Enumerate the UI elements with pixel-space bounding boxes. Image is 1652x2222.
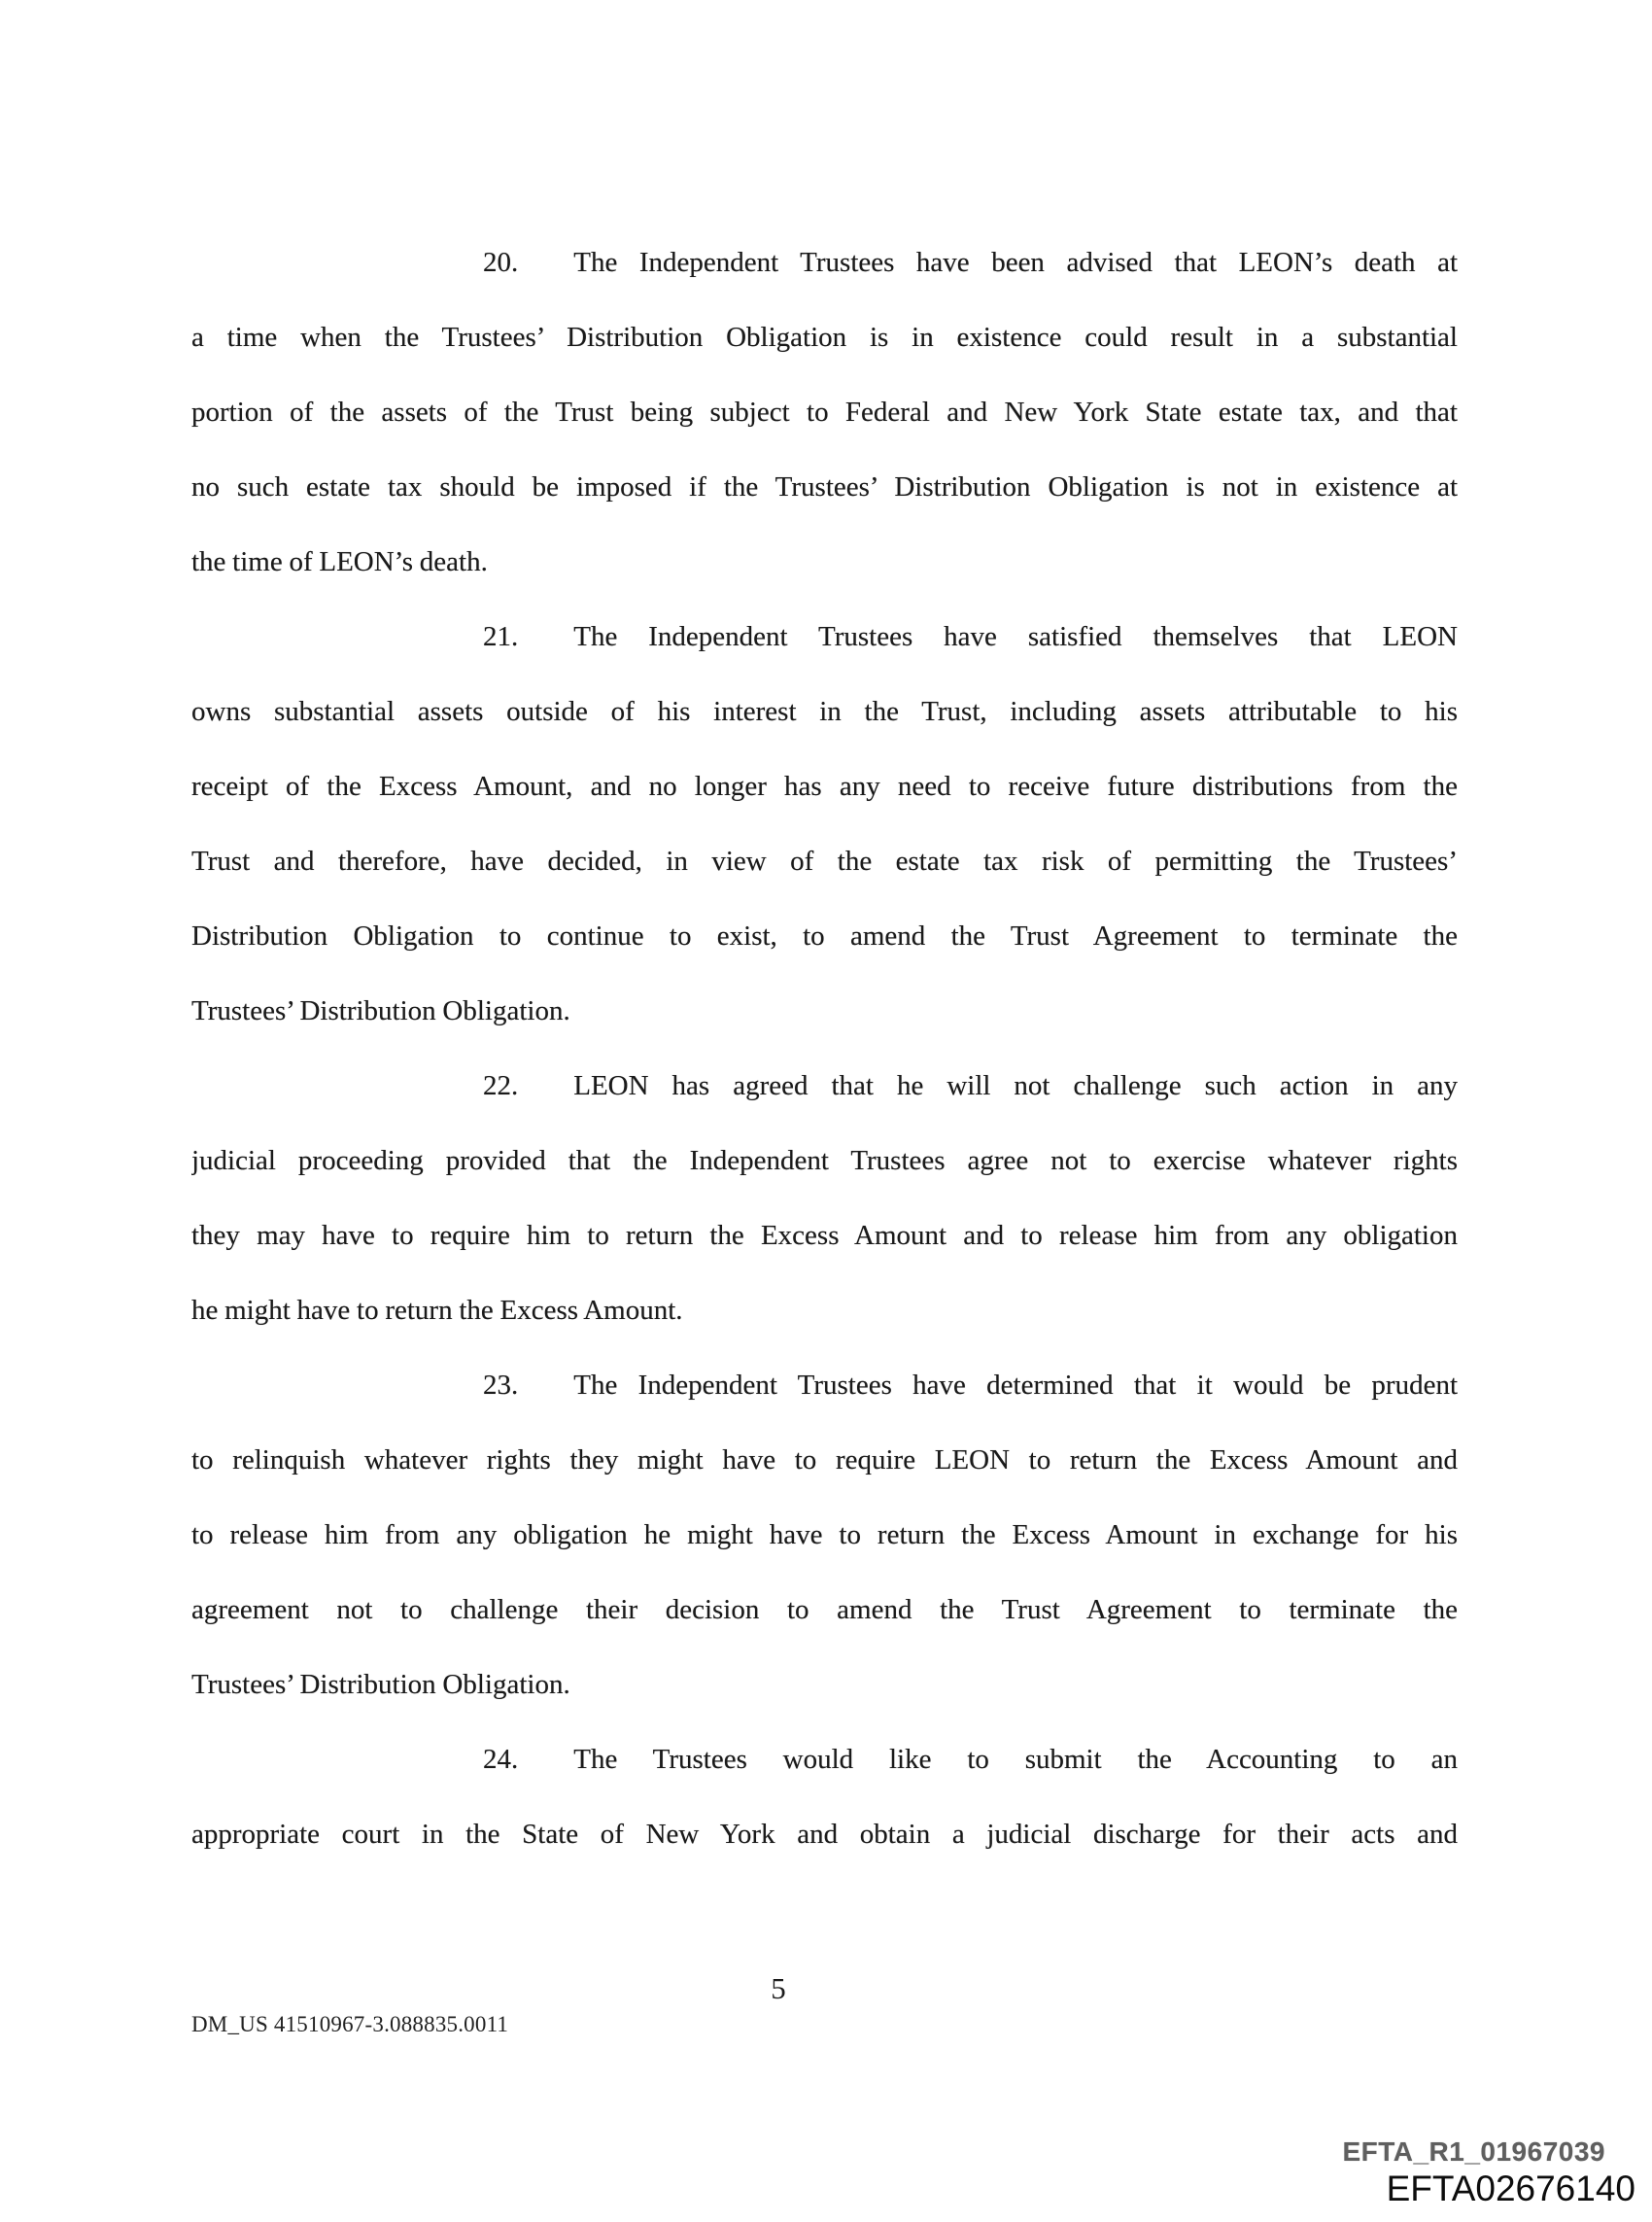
- paragraph-number: 21.: [483, 621, 519, 652]
- paragraph-number: 24.: [483, 1744, 519, 1775]
- paragraph-23-line-1: [191, 1348, 1458, 1423]
- paragraph-20-line-2: a time when the Trustees’ Distribution Obligation is in existence could result in a substantial: [191, 322, 1458, 353]
- paragraph-21-line-4: Trust and therefore, have decided, in view of the estate tax risk of permitting the Trustees’: [191, 846, 1458, 877]
- paragraph-20-line-4: no such estate tax should be imposed if the Trustees’ Distribution Obligation is not in existence at: [191, 471, 1458, 503]
- paragraph-text: LEON has agreed that he will not challenge such action in any: [573, 1070, 1458, 1101]
- document-control-number: DM_US 41510967-3.088835.0011: [191, 2012, 509, 2036]
- paragraph-number: 22.: [483, 1070, 519, 1101]
- paragraph-22-line-3: they may have to require him to return the Excess Amount and to release him from any obligation: [191, 1220, 1458, 1251]
- paragraph-24-line-1: [191, 1722, 1458, 1797]
- document-body: [191, 226, 1458, 1872]
- paragraph-text: The Independent Trustees have been advised that LEON’s death at: [573, 247, 1458, 278]
- paragraph-number: 20.: [483, 247, 519, 278]
- paragraph-23-line-4: agreement not to challenge their decision to amend the Trust Agreement to terminate the: [191, 1594, 1458, 1625]
- paragraph-22-line-1: [191, 1049, 1458, 1124]
- paragraph-text: The Trustees would like to submit the Accounting to an: [573, 1744, 1458, 1775]
- paragraph-21-line-5: Distribution Obligation to continue to exist, to amend the Trust Agreement to terminate the: [191, 920, 1458, 952]
- paragraph-24-line-2: appropriate court in the State of New York and obtain a judicial discharge for their acts and: [191, 1819, 1458, 1850]
- page-number: 5: [771, 1971, 786, 2005]
- paragraph-23-line-3: to release him from any obligation he might have to return the Excess Amount in exchange for his: [191, 1519, 1458, 1550]
- paragraph-text: The Independent Trustees have satisfied themselves that LEON: [573, 621, 1458, 652]
- paragraph-20-line-1: [191, 226, 1458, 300]
- paragraph-20-line-3: portion of the assets of the Trust being subject to Federal and New York State estate tax, and that: [191, 397, 1458, 428]
- paragraph-21-line-3: receipt of the Excess Amount, and no longer has any need to receive future distributions from the: [191, 771, 1458, 802]
- paragraph-23-line-2: to relinquish whatever rights they might have to require LEON to return the Excess Amount and: [191, 1444, 1458, 1476]
- paragraph-number: 23.: [483, 1370, 519, 1401]
- paragraph-text: The Independent Trustees have determined that it would be prudent: [573, 1370, 1458, 1401]
- paragraph-22-line-4: he might have to return the Excess Amount.: [191, 1295, 683, 1326]
- paragraph-20-line-5: the time of LEON’s death.: [191, 546, 488, 577]
- paragraph-22-line-2: judicial proceeding provided that the Independent Trustees agree not to exercise whatever rights: [191, 1145, 1458, 1176]
- bates-stamp-top: EFTA_R1_01967039: [1342, 2136, 1605, 2167]
- paragraph-21-line-2: owns substantial assets outside of his interest in the Trust, including assets attributable to his: [191, 696, 1458, 727]
- paragraph-23-line-5: Trustees’ Distribution Obligation.: [191, 1669, 570, 1700]
- paragraph-21-line-6: Trustees’ Distribution Obligation.: [191, 995, 570, 1026]
- paragraph-21-line-1: [191, 600, 1458, 675]
- bates-stamp-bottom: EFTA02676140: [1386, 2169, 1635, 2208]
